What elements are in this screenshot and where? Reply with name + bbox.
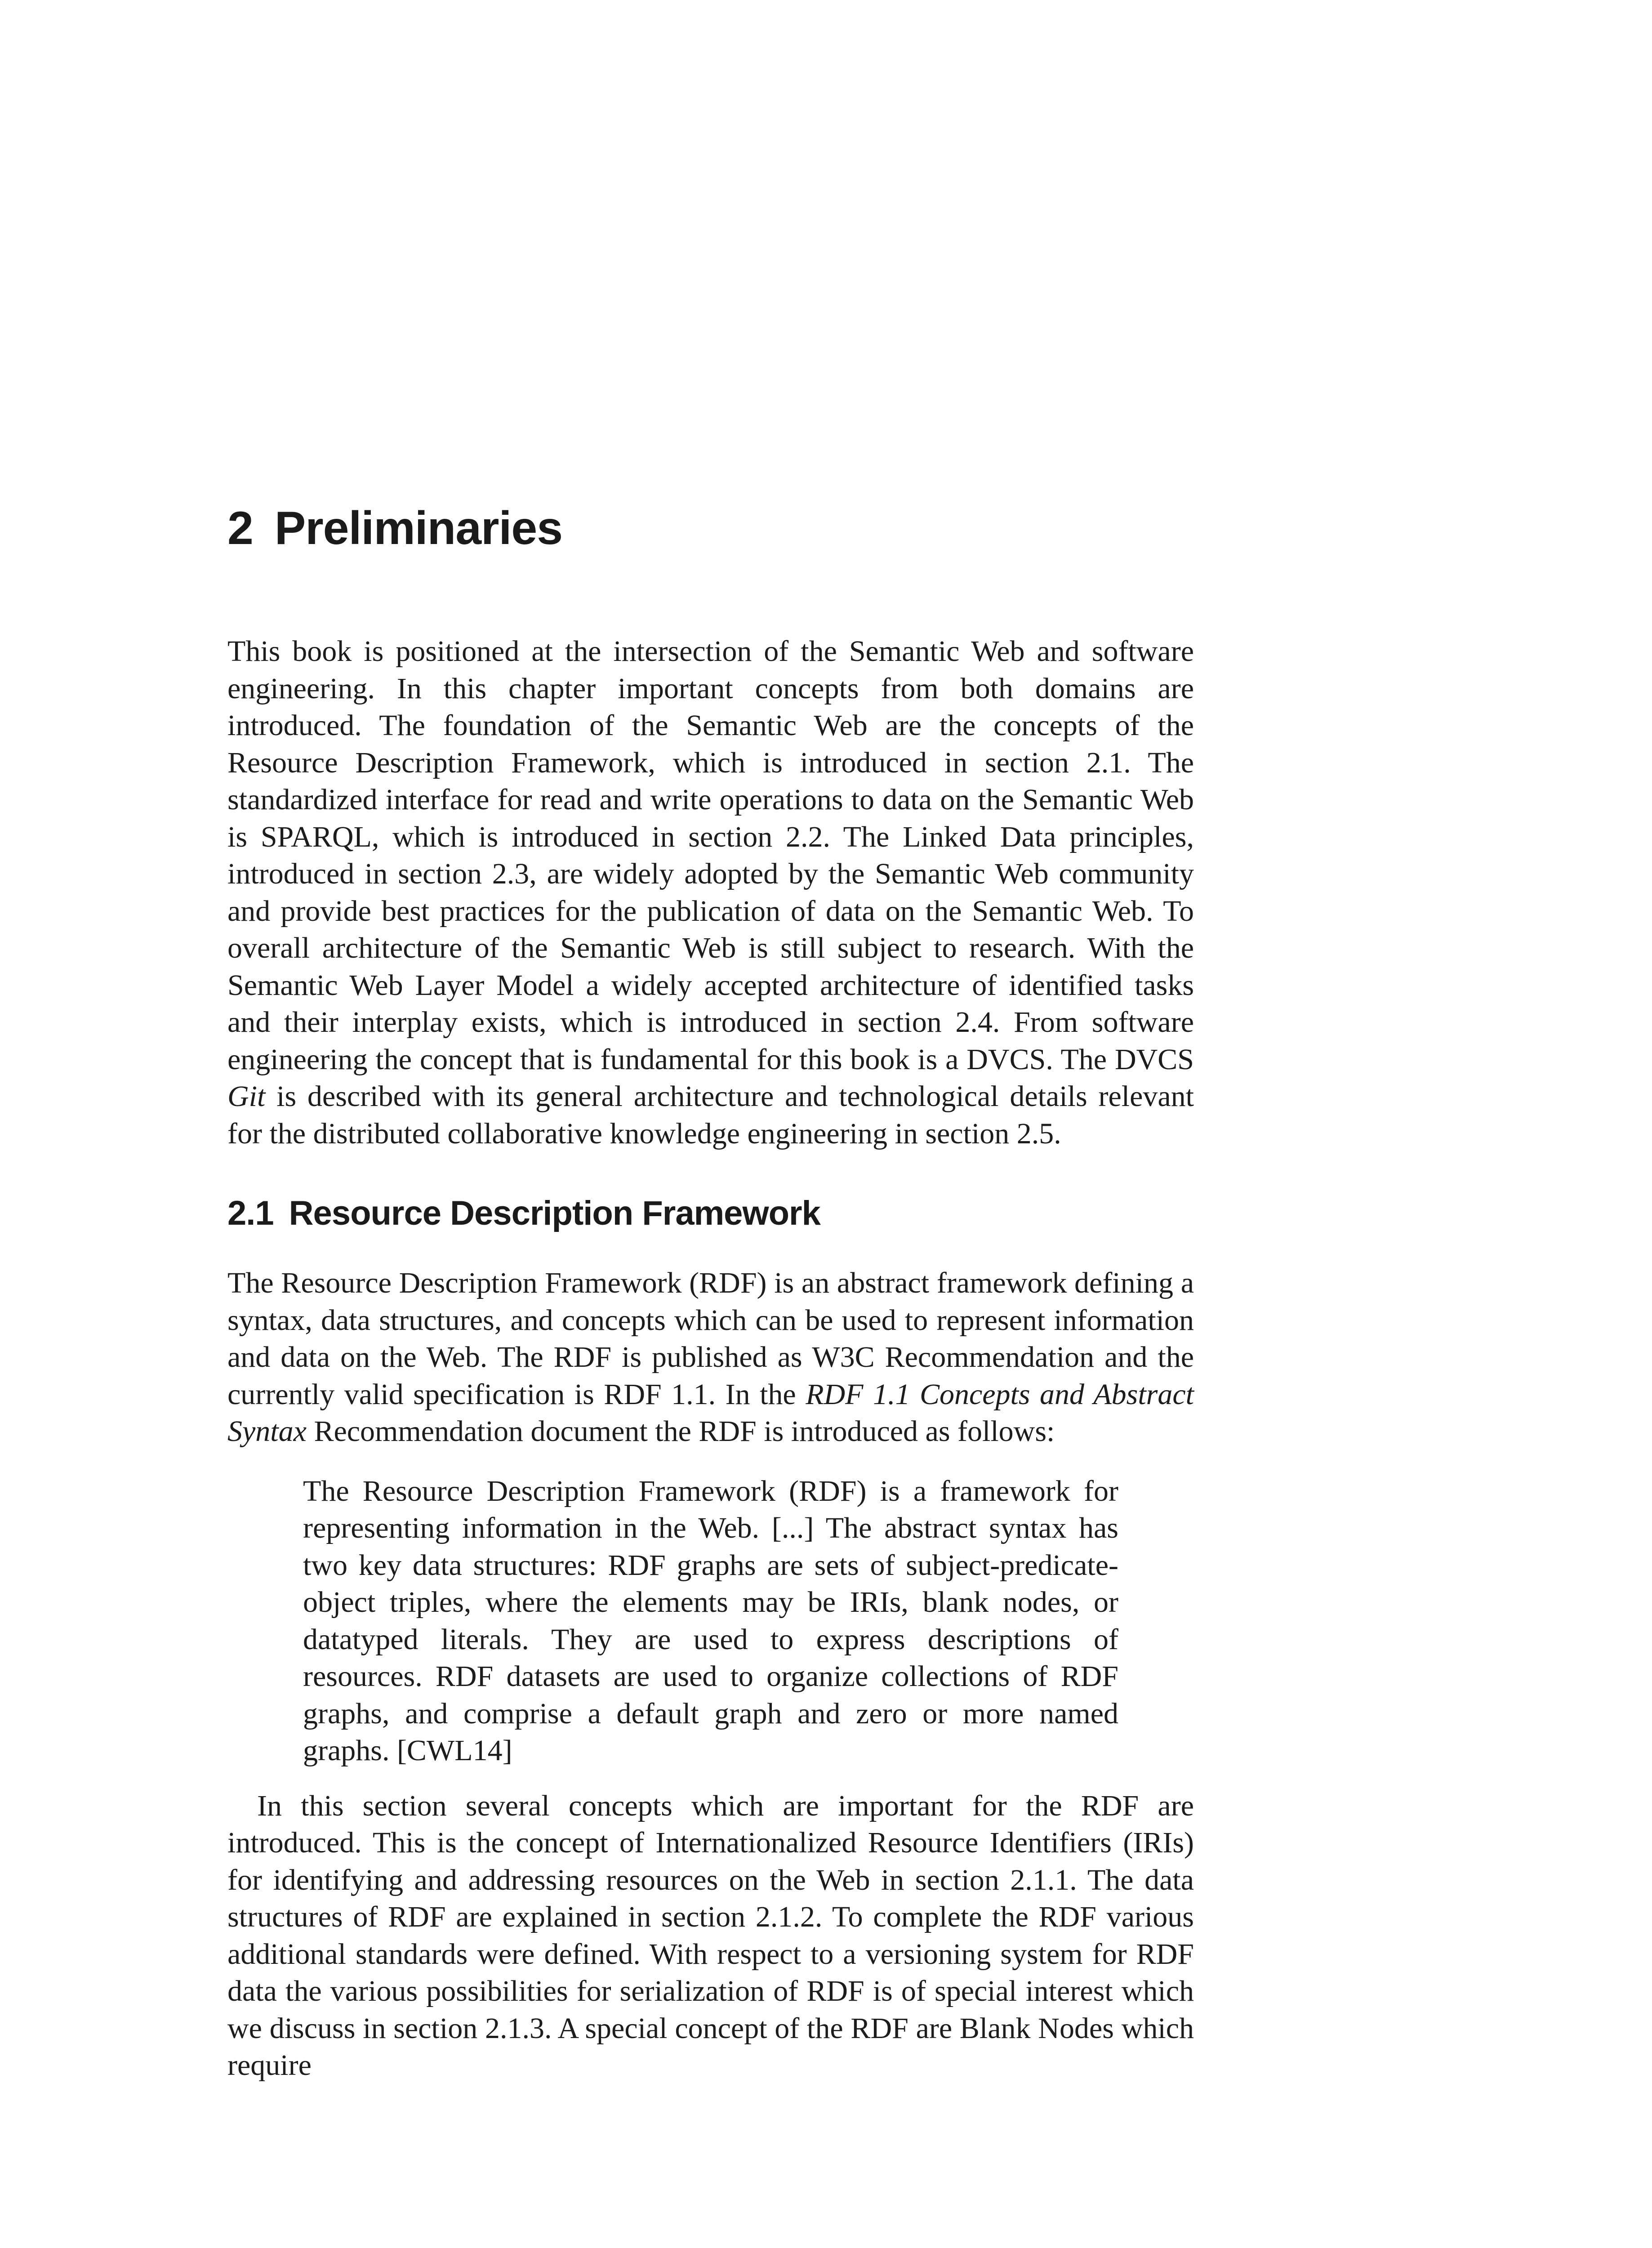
text-column xyxy=(227,499,1194,2084)
intro-text-part1: This book is positioned at the intersection of the Semantic Web and software engineering. In this chapter important concepts from both domains are introduced. The foundation of the Semantic Web are the concepts of the Resource Description Framework, which is introduced in section 2.1. The standardized interface for read and write operations to data on the Semantic Web is SPARQL, which is introduced in section 2.2. The Linked Data principles, introduced in section 2.3, are widely adopted by the Semantic Web community and provide best practices for the publication of data on the Semantic Web. To overall architecture of the Semantic Web is still subject to research. With the Semantic Web Layer Model a widely accepted architecture of identified tasks and their interplay exists, which is introduced in section 2.4. From software engineering the concept that is fundamental for this book is a DVCS. The DVCS xyxy=(227,635,1194,1076)
intro-text-part2: is described with its general architecture and technological details relevant for the distributed collaborative knowledge engineering in section 2.5. xyxy=(227,1080,1194,1150)
closing-paragraph: In this section several concepts which are important for the RDF are introduced. This is the concept of Internationalized Resource Identifiers (IRIs) for identifying and addressing resources on the Web in section 2.1.1. The data structures of RDF are explained in section 2.1.2. To complete the RDF various additional standards were defined. With respect to a versioning system for RDF data the various possibilities for serialization of RDF is of special interest which we discuss in section 2.1.3. A special concept of the RDF are Blank Nodes which require xyxy=(227,1789,1194,2082)
section-text-part1: The Resource Description Framework (RDF) is an abstract framework defining a syntax, data structures, and concepts which can be used to represent information and data on the Web. The RDF is published as W3C Recommendation and the currently valid specification is RDF 1.1. In the xyxy=(227,1267,1194,1411)
section-number: 2.1 xyxy=(227,1194,274,1232)
intro-paragraph xyxy=(227,633,1194,1152)
section-paragraph xyxy=(227,1265,1194,1450)
chapter-heading xyxy=(227,499,1194,558)
section-emphasis: RDF 1.1 Concepts and Abstract Syntax xyxy=(227,1378,1194,1448)
section-title: Resource Description Framework xyxy=(289,1194,820,1232)
section-text-part2: Recommendation document the RDF is introduced as follows: xyxy=(306,1415,1055,1448)
chapter-title: Preliminaries xyxy=(274,502,563,554)
section-heading xyxy=(227,1191,1194,1236)
chapter-number: 2 xyxy=(227,502,253,554)
intro-emphasis: Git xyxy=(227,1080,266,1113)
block-quote: The Resource Description Framework (RDF) is a framework for representing information in the Web. [...] The abstract syntax has two key data structures: RDF graphs are sets of subject-predicate-object triples, where the elements may be IRIs, blank nodes, or datatyped literals. They are used to express descriptions of resources. RDF datasets are used to organize collections of RDF graphs, and comprise a default graph and zero or more named graphs. [CWL14] xyxy=(303,1474,1118,1767)
